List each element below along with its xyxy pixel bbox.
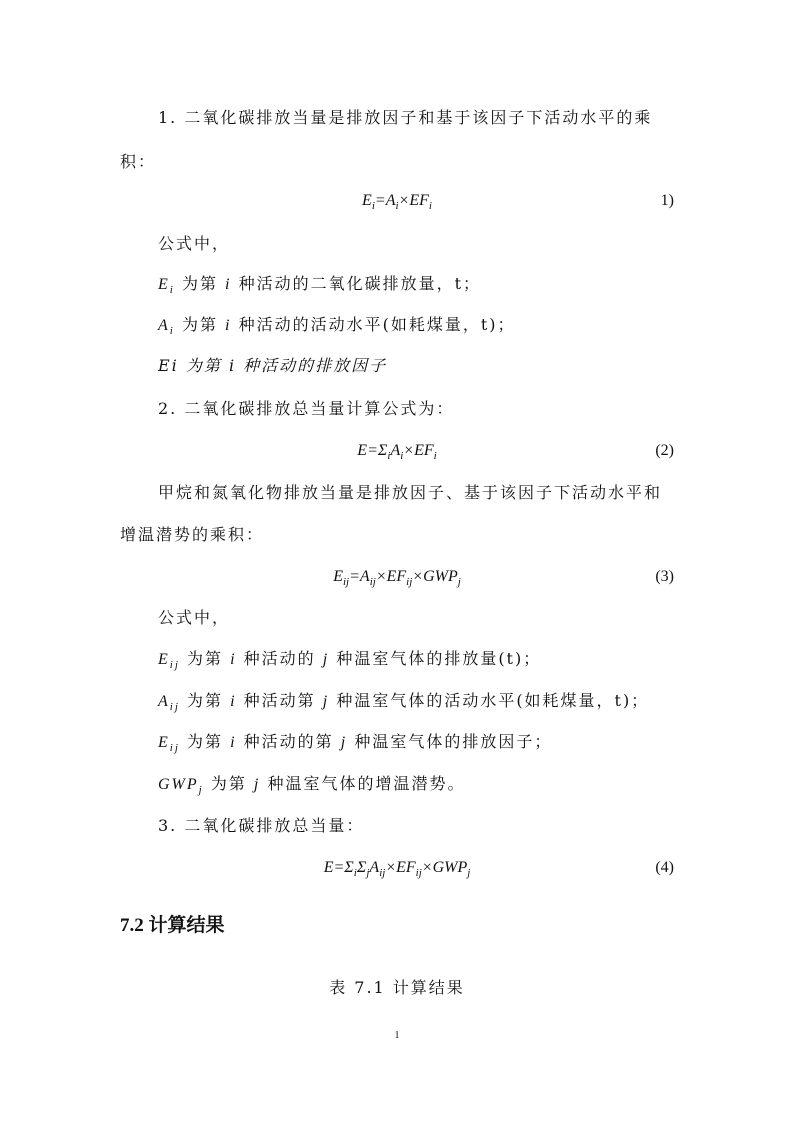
where-label-2: 公式中， <box>158 608 231 627</box>
definition-A: $A_i$ 为第 i 种活动的活动水平(如耗煤量，t)； <box>158 315 516 338</box>
definition-GWP-j: j <box>253 776 261 793</box>
section1-intro-line1: 1. 二氧化碳排放当量是排放因子和基于该因子下活动水平的乘 <box>158 108 653 127</box>
definition-Eij-t1: 为第 <box>187 649 224 668</box>
equation-4-number: (4) <box>655 859 674 876</box>
definition-Aij-t3: 种温室气体的活动水平(如耗煤量，t)； <box>336 691 650 710</box>
definition-Eij-j: j <box>322 651 330 668</box>
equation-3 <box>120 566 674 588</box>
definition-Eij-i: i <box>230 651 237 668</box>
definition-EFij: $E_{ij}$ 为第 i 种活动的第 j 种温室气体的排放因子； <box>158 732 553 755</box>
table-caption: 表 7.1 计算结果 <box>329 978 465 997</box>
definition-GWP-t1: 为第 <box>210 774 247 793</box>
equation-2 <box>120 440 674 462</box>
equation-1-number: 1) <box>660 192 674 209</box>
equation-4 <box>120 857 674 879</box>
definition-Eij-t3: 种温室气体的排放量(t)； <box>336 649 542 668</box>
definition-EFij-t1: 为第 <box>187 732 224 751</box>
page-number: 1 <box>394 1030 400 1041</box>
definition-EFij-j: j <box>340 734 348 751</box>
definition-Aij-t1: 为第 <box>187 691 224 710</box>
definition-Aij: $A_{ij}$ 为第 i 种活动第 j 种温室气体的活动水平(如耗煤量，t)； <box>158 691 650 714</box>
equation-3-formula: $E_{ij}=A_{ij}\times EF_{ij}\times GWP_j$ <box>333 568 461 589</box>
definition-Aij-t2: 种活动第 <box>243 691 316 710</box>
definition-EFij-i: i <box>230 734 237 751</box>
section2-para-line2: 增温潜势的乘积： <box>120 525 265 544</box>
definition-E-tail: 种活动的二氧化碳排放量，t； <box>238 274 482 293</box>
equation-2-number: (2) <box>655 442 674 459</box>
section-heading: 7.2 计算结果 <box>120 915 225 936</box>
section2-intro: 2. 二氧化碳排放总当量计算公式为： <box>158 399 455 418</box>
definition-E: $E_i$ 为第 i 种活动的二氧化碳排放量，t； <box>158 274 482 297</box>
definition-Aij-j: j <box>322 693 330 710</box>
definition-E-index: i <box>225 276 232 293</box>
equation-2-formula: $E=\Sigma_iA_i\times EF_i$ <box>357 442 437 463</box>
where-label-1: 公式中， <box>158 234 231 253</box>
section2-para-line1: 甲烷和氮氧化物排放当量是排放因子、基于该因子下活动水平和 <box>158 483 663 502</box>
definition-Eij: $E_{ij}$ 为第 i 种活动的 j 种温室气体的排放量(t)； <box>158 649 542 672</box>
definition-A-text: 为第 <box>181 315 218 334</box>
equation-1 <box>120 190 674 212</box>
definition-Aij-i: i <box>230 693 237 710</box>
definition-Eij-t2: 种活动的 <box>243 649 316 668</box>
definition-GWP: $GWP_j$ 为第 j 种温室气体的增温潜势。 <box>158 774 466 797</box>
section1-intro-line2: 积： <box>120 152 157 171</box>
definition-A-index: i <box>225 317 232 334</box>
definition-EFij-t2: 种活动的第 <box>243 732 334 751</box>
definition-A-tail: 种活动的活动水平(如耗煤量，t)； <box>238 315 516 334</box>
definition-GWP-t2: 种温室气体的增温潜势。 <box>267 774 466 793</box>
definition-EFij-t3: 种温室气体的排放因子； <box>354 732 553 751</box>
section3-intro: 3. 二氧化碳排放总当量： <box>158 816 365 835</box>
definition-EF: Ei 为第 i 种活动的排放因子 <box>158 356 388 375</box>
equation-1-formula: $E_i=A_i\times EF_i$ <box>362 192 432 213</box>
definition-E-text: 为第 <box>181 274 218 293</box>
equation-3-number: (3) <box>655 568 674 585</box>
equation-4-formula: $E=\Sigma_i\Sigma_jA_{ij}\times EF_{ij}\times GWP_j$ <box>323 859 471 880</box>
